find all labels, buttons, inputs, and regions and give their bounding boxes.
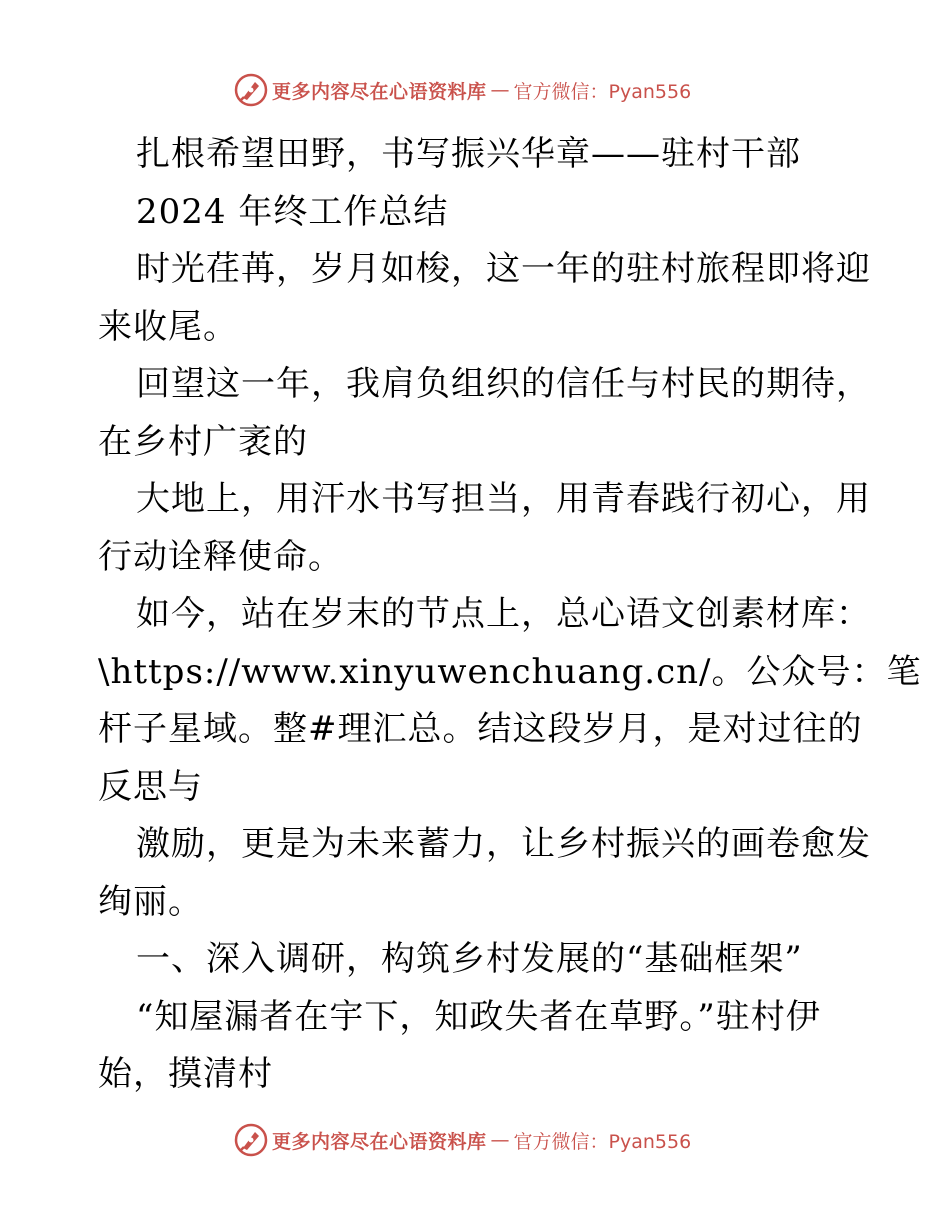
- watermark-separator: —: [490, 79, 510, 101]
- title-line-1: 扎根希望田野，书写振兴华章——驻村干部: [136, 134, 801, 174]
- paragraph-line: 大地上，用汗水书写担当，用青春践行初心，用: [136, 479, 871, 519]
- paragraph-line: 杆子星域。整#理汇总。结这段岁月，是对过往的: [98, 709, 863, 749]
- watermark-contact: 官方微信：Pyan556: [513, 80, 692, 103]
- watermark-text: 更多内容尽在心语资料库: [272, 1130, 487, 1153]
- paragraph-line: 如今，站在岁末的节点上，总心语文创素材库：: [136, 594, 871, 634]
- paragraph-line: 时光荏苒，岁月如梭，这一年的驻村旅程即将迎: [136, 249, 871, 289]
- watermark-text: 更多内容尽在心语资料库: [272, 80, 487, 103]
- title-line-2: 2024 年终工作总结: [136, 191, 449, 232]
- pen-nib-logo-icon: [234, 1123, 268, 1157]
- paragraph-line: “知屋漏者在宇下，知政失者在草野。”驻村伊: [136, 996, 821, 1037]
- paragraph-line: 始，摸清村: [98, 1054, 273, 1094]
- url-line: \https://www.xinyuwenchuang.cn/。公众号：笔: [98, 651, 922, 692]
- section-heading: 一、深入调研，构筑乡村发展的“基础框架”: [136, 939, 803, 979]
- watermark-separator: —: [490, 1129, 510, 1151]
- footer-watermark: [234, 1122, 691, 1158]
- paragraph-line: 行动诠释使命。: [98, 536, 343, 577]
- watermark-contact: 官方微信：Pyan556: [513, 1130, 692, 1153]
- paragraph-line: 绚丽。: [98, 881, 203, 922]
- paragraph-line: 激励，更是为未来蓄力，让乡村振兴的画卷愈发: [136, 824, 871, 864]
- header-watermark: [234, 72, 691, 108]
- paragraph-line: 来收尾。: [98, 306, 238, 347]
- paragraph-line: 回望这一年，我肩负组织的信任与村民的期待，: [136, 364, 871, 404]
- pen-nib-logo-icon: [234, 73, 268, 107]
- paragraph-line: 在乡村广袤的: [98, 421, 308, 462]
- document-body: [98, 126, 922, 1104]
- paragraph-line: 反思与: [98, 766, 203, 807]
